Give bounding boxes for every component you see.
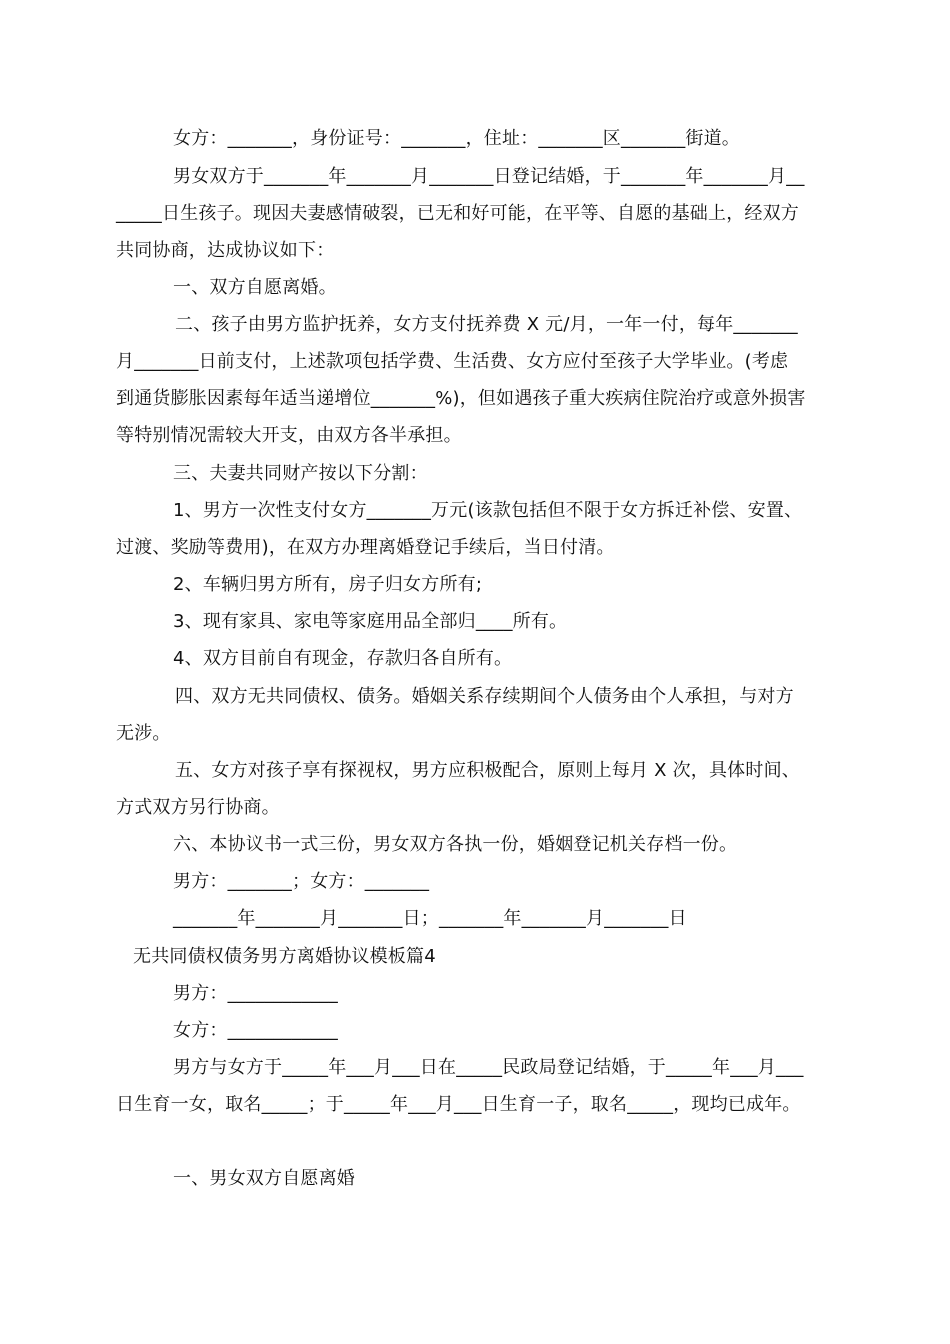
text-line: 共同协商，达成协议如下： — [116, 240, 335, 261]
text-line: 男女双方于_______年_______月_______日登记结婚，于_______年_______月__ — [173, 166, 805, 187]
text-line: 日生育一女，取名_____；于_____年___月___日生育一子，取名_____，现均已成年。 — [116, 1094, 801, 1115]
date-line: _______年_______月_______日；_______年_______月_______日 — [173, 908, 687, 929]
text-line: 男方：____________ — [173, 983, 338, 1004]
section-title: 无共同债权债务男方离婚协议模板篇4 — [133, 946, 436, 967]
text-line: 1、男方一次性支付女方_______万元(该款包括但不限于女方拆迁补偿、安置、 — [173, 500, 803, 521]
text-line: 等特别情况需较大开支，由双方各半承担。 — [116, 425, 462, 446]
text-line: 2、车辆归男方所有，房子归女方所有; — [173, 574, 483, 595]
text-line: _____日生孩子。现因夫妻感情破裂，已无和好可能，在平等、自愿的基础上，经双方 — [116, 203, 799, 224]
text-line: 女方：_______，身份证号：_______，住址：_______区_______街道。 — [173, 128, 740, 149]
text-line: 六、本协议书一式三份，男女双方各执一份，婚姻登记机关存档一份。 — [173, 834, 738, 855]
text-line: 三、夫妻共同财产按以下分割： — [173, 463, 428, 484]
text-line: 女方：____________ — [173, 1020, 338, 1041]
signature-line: 男方：_______；女方：_______ — [173, 871, 430, 892]
text-line: 一、双方自愿离婚。 — [173, 277, 337, 298]
text-line: 方式双方另行协商。 — [116, 797, 280, 818]
text-line: 一、男女双方自愿离婚 — [173, 1168, 355, 1189]
text-line: 过渡、奖励等费用)，在双方办理离婚登记手续后，当日付清。 — [116, 537, 615, 558]
text-line: 到通货膨胀因素每年适当递增位_______%)，但如遇孩子重大疾病住院治疗或意外损害 — [116, 388, 806, 409]
text-line: 四、双方无共同债权、债务。婚姻关系存续期间个人债务由个人承担，与对方 — [175, 686, 794, 707]
text-line: 二、孩子由男方监护抚养，女方支付抚养费 X 元/月，一年一付，每年_______ — [175, 314, 798, 335]
text-line: 3、现有家具、家电等家庭用品全部归____所有。 — [173, 611, 568, 632]
text-line: 男方与女方于_____年___月___日在_____民政局登记结婚，于_____年___月___ — [173, 1057, 804, 1078]
text-line: 4、双方目前自有现金，存款归各自所有。 — [173, 648, 513, 669]
text-line: 无涉。 — [116, 723, 171, 744]
text-line: 月_______日前支付，上述款项包括学费、生活费、女方应付至孩子大学毕业。(考虑 — [116, 351, 789, 372]
text-line: 五、女方对孩子享有探视权，男方应积极配合，原则上每月 X 次，具体时间、 — [175, 760, 800, 781]
